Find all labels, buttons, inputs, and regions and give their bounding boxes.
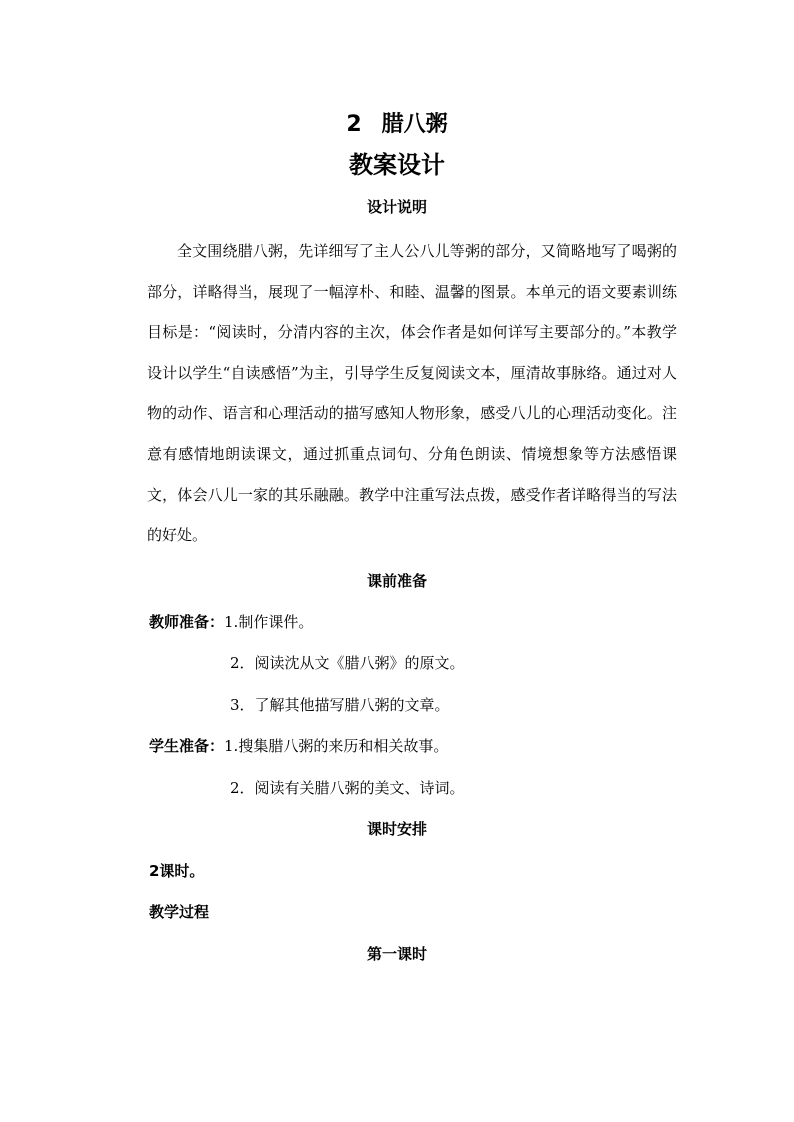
design-notes-paragraph: 全文围绕腊八粥，先详细写了主人公八儿等粥的部分，又简略地写了喝粥的部分，详略得当，展现了一幅淳朴、和睦、温馨的图景。本单元的语文要素训练目标是：“阅读时，分清内容的主次，体会作者是如何详写主要部分的。”本教学设计以学生“自读感悟”为主，引导学生反复阅读文本，厘清故事脉络。通过对人物的动作、语言和心理活动的描写感知人物形象，感受八儿的心理活动变化。注意有感情地朗读课文，通过抓重点词句、分角色朗读、情境想象等方法感悟课文，体会八儿一家的其乐融融。教学中注重写法点拨，感受作者详略得当的写法的好处。 bbox=[147, 242, 677, 545]
student-preparation-line bbox=[149, 734, 448, 758]
schedule-value: 2课时。 bbox=[149, 862, 205, 880]
preparation-title: 课前准备 bbox=[366, 572, 427, 590]
design-notes-title: 设计说明 bbox=[366, 198, 427, 216]
schedule-title: 课时安排 bbox=[366, 820, 427, 838]
teacher-preparation-label: 教师准备： bbox=[149, 613, 225, 631]
teacher-preparation-line bbox=[149, 610, 313, 634]
process-title: 教学过程 bbox=[149, 903, 210, 921]
student-item-2: 2．阅读有关腊八粥的美文、诗词。 bbox=[230, 779, 465, 797]
first-lesson-title: 第一课时 bbox=[366, 945, 427, 963]
lesson-title bbox=[0, 108, 794, 142]
teacher-item-1: 1.制作课件。 bbox=[224, 613, 314, 631]
teacher-item-2: 2．阅读沈从文《腊八粥》的原文。 bbox=[230, 654, 465, 672]
student-item-1: 1.搜集腊八粥的来历和相关故事。 bbox=[224, 737, 449, 755]
student-preparation-label: 学生准备： bbox=[149, 737, 225, 755]
lesson-name: 腊八粥 bbox=[381, 112, 448, 137]
document-title: 教案设计 bbox=[349, 151, 445, 179]
lesson-number: 2 bbox=[346, 112, 362, 137]
teacher-item-3: 3．了解其他描写腊八粥的文章。 bbox=[230, 696, 450, 714]
